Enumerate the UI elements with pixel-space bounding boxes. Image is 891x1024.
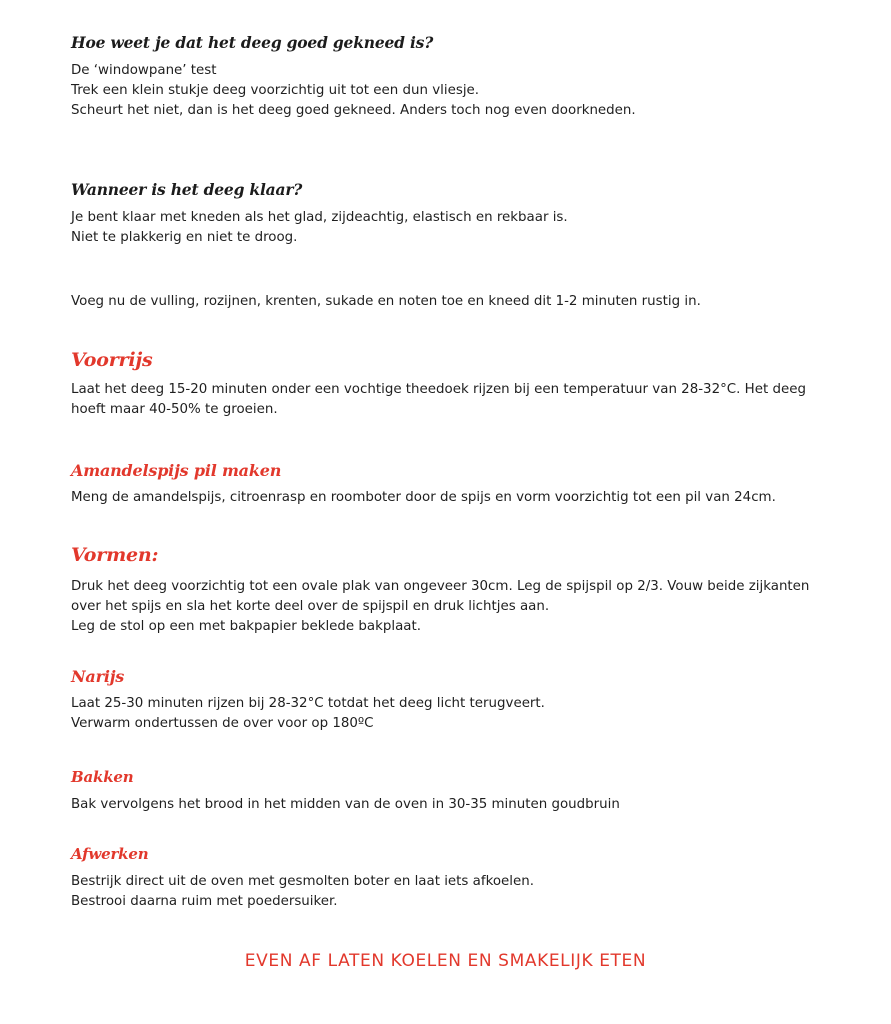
heading-afwerken: Afwerken bbox=[71, 845, 149, 863]
kneed-test-line-1: De ‘windowpane’ test bbox=[71, 62, 217, 78]
kneed-test-line-2: Trek een klein stukje deeg voorzichtig uit tot een dun vliesje. bbox=[71, 82, 480, 98]
heading-narijs: Narijs bbox=[71, 667, 125, 686]
afwerken-line-1: Bestrijk direct uit de oven met gesmolten boter en laat iets afkoelen. bbox=[71, 874, 534, 889]
section-vormen bbox=[71, 546, 831, 637]
section-voorrijs bbox=[71, 351, 831, 420]
heading-vormen: Vormen: bbox=[71, 544, 159, 566]
section-bakken bbox=[71, 770, 831, 815]
heading-amandelspijs: Amandelspijs pil maken bbox=[71, 461, 282, 480]
heading-deeg-klaar: Wanneer is het deeg klaar? bbox=[71, 180, 303, 199]
section-deeg-klaar bbox=[71, 182, 831, 248]
vulling-text: Voeg nu de vulling, rozijnen, krenten, sukade en noten toe en kneed dit 1-2 minuten rustig in. bbox=[71, 294, 701, 309]
kneed-test-line-3: Scheurt het niet, dan is het deeg goed gekneed. Anders toch nog even doorkneden. bbox=[71, 102, 636, 118]
vormen-text: Druk het deeg voorzichtig tot een ovale plak van ongeveer 30cm. Leg de spijspil op 2/3. Vouw beide zijkanten over het spijs en sla het korte deel over de spijspil en druk lichtjes aan. bbox=[71, 579, 810, 614]
vormen-text-line-2: Leg de stol op een met bakpapier beklede bakplaat. bbox=[71, 619, 422, 634]
voorrijs-text: Laat het deeg 15-20 minuten onder een vochtige theedoek rijzen bij een temperatuur van 28-32°C. Het deeg hoeft maar 40-50% te groeien. bbox=[71, 382, 806, 417]
bakken-text: Bak vervolgens het brood in het midden van de oven in 30-35 minuten goudbruin bbox=[71, 797, 620, 812]
heading-bakken: Bakken bbox=[71, 768, 134, 786]
section-afwerken bbox=[71, 847, 831, 912]
closing-message: EVEN AF LATEN KOELEN EN SMAKELIJK ETEN bbox=[244, 951, 647, 971]
narijs-line-1: Laat 25-30 minuten rijzen bij 28-32°C totdat het deeg licht terugveert. bbox=[71, 696, 545, 711]
narijs-line-2: Verwarm ondertussen de over voor op 180ºC bbox=[71, 716, 374, 731]
deeg-klaar-line-2: Niet te plakkerig en niet te droog. bbox=[71, 229, 298, 245]
heading-voorrijs: Voorrijs bbox=[71, 349, 153, 371]
section-kneed-test bbox=[71, 35, 831, 121]
afwerken-line-2: Bestrooi daarna ruim met poedersuiker. bbox=[71, 894, 338, 909]
heading-kneed-test: Hoe weet je dat het deeg goed gekneed is? bbox=[71, 33, 434, 52]
section-amandelspijs bbox=[71, 463, 831, 508]
section-narijs bbox=[71, 669, 831, 734]
section-vulling bbox=[71, 292, 831, 312]
amandelspijs-text: Meng de amandelspijs, citroenrasp en roomboter door de spijs en vorm voorzichtig tot een pil van 24cm. bbox=[71, 490, 776, 505]
deeg-klaar-line-1: Je bent klaar met kneden als het glad, zijdeachtig, elastisch en rekbaar is. bbox=[71, 209, 568, 225]
